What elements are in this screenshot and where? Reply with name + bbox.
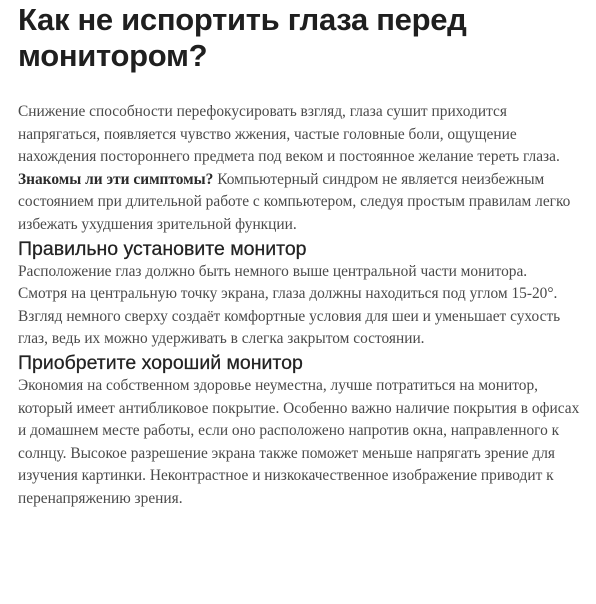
- section-heading-monitor-position: Правильно установите монитор: [18, 237, 307, 260]
- intro-paragraph: [18, 101, 580, 237]
- intro-bold-question: Знакомы ли эти симптомы?: [18, 170, 214, 188]
- section-paragraph-good-monitor: Экономия на собственном здоровье неуместна, лучше потратиться на монитор, который имеет антибликовое покрытие. Особенно важно наличие покрытия в офисах и домашнем месте работы, если оно расположено напротив окна, направленного к солнцу. Высокое разрешение экрана также поможет меньше напрягать зрение для изучения картинки. Неконтрастное и низкокачественное изображение приводит к перенапряжению зрения.: [18, 376, 580, 507]
- section-paragraph-monitor-position: Расположение глаз должно быть немного выше центральной части монитора. Смотря на центральную точку экрана, глаза должны находиться под углом 15-20°. Взгляд немного сверху создаёт комфортные условия для шеи и уменьшает сухость глаз, ведь их можно удерживать в слегка закрытом состоянии.: [18, 262, 561, 348]
- intro-text-end: Компьютерный синдром не является неизбежным состоянием при длительной работе с компьютером, следуя простым правилам легко избежать ухудшения зрительной функции.: [18, 170, 571, 233]
- section-heading-good-monitor: Приобретите хороший монитор: [18, 351, 303, 374]
- article-title: Как не испортить глаза перед монитором?: [18, 2, 467, 73]
- intro-text-start: Снижение способности перефокусировать взгляд, глаза сушит приходится напрягаться, появляется чувство жжения, частые головные боли, ощущение нахождения постороннего предмета под веком и постоянное желание тереть глаза.: [18, 103, 560, 166]
